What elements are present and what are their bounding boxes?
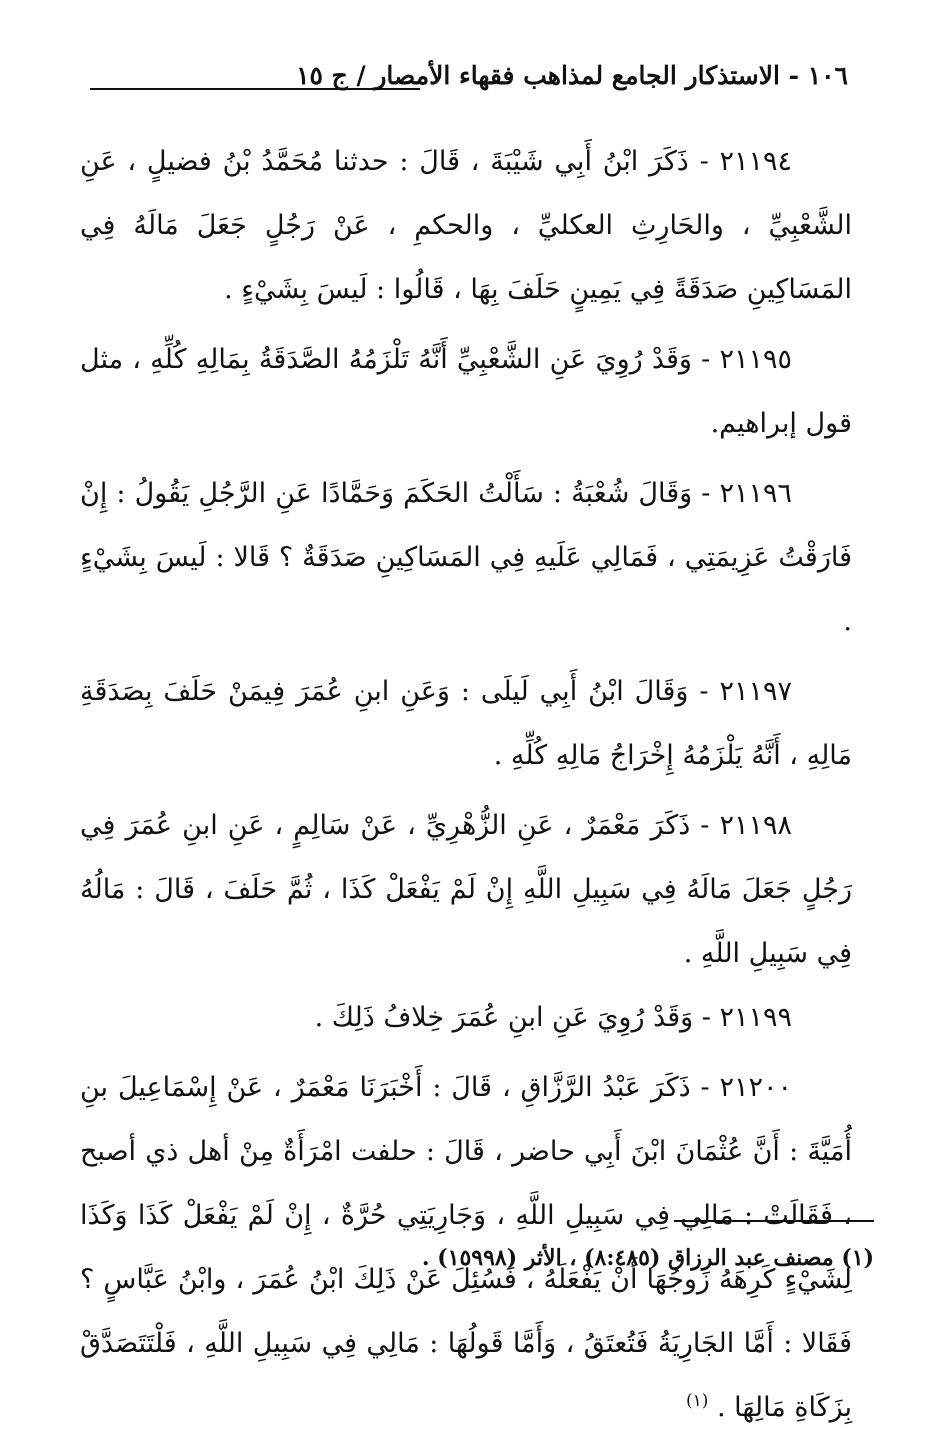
footnote-reference: (١) <box>686 1391 709 1411</box>
paragraph-21200-text: ٢١٢٠٠ - ذَكَرَ عَبْدُ الرَّزَّاقِ ، قَالَ : أَخْبَرَنَا مَعْمَرٌ ، عَنْ إِسْمَاعِيلَ بنِ أُمَيَّةَ : أَنَّ عُثْمَانَ ابْنَ أَبِي حاضر ، قَالَ : حلفت امْرَأَةٌ مِنْ أهل ذي أصبح ، فَقَالَتْ : مَالِي فِي سَبِيلِ اللَّهِ ، وَجَارِيَتِي حُرَّةٌ ، إِنْ لَمْ يَفْعَلْ كَذَا وَكَذَا لِشَيْءٍ كَرِهَهُ زَوجُهَا أَنْ يَفْعَلَهُ ، فَسُئِلَ عَنْ ذَلِكَ ابْنُ عُمَرَ ، وابْنُ عَبَّاسٍ ؟ فَقَالا : أَمَّا الجَارِيَةُ فَتُعتَقُ ، وَأَمَّا قَولُهَا : مَالِي فِي سَبِيلِ اللَّهِ ، فَلْتَتَصَدَّقْ بِزَكَاةِ مَالِهَا . <box>80 1072 852 1423</box>
footnote: (١) مصنف عبد الرزاق (٨:٤٨٥) ، الأثر (١٥٩٩٨) . <box>421 1245 874 1271</box>
paragraph-21196: ٢١١٩٦ - وَقَالَ شُعْبَةُ : سَأَلْتُ الحَكَمَ وَحَمَّادًا عَنِ الرَّجُلِ يَقُولُ : إِنْ فَارَقْتُ عَزِيمَتِي ، فَمَالِي عَلَيهِ فِي المَسَاكِينِ صَدَقَةٌ ؟ قَالا : لَيسَ بِشَيْءٍ . <box>80 478 852 637</box>
paragraph-21197: ٢١١٩٧ - وَقَالَ ابْنُ أَبِي لَيلَى : وَعَنِ ابنِ عُمَرَ فِيمَنْ حَلَفَ بِصَدَقَةِ مَالِهِ ، أَنَّهُ يَلْزَمُهُ إِخْرَاجُ مَالِهِ كُلِّهِ . <box>80 676 852 771</box>
paragraph-21195: ٢١١٩٥ - وَقَدْ رُوِيَ عَنِ الشَّعْبِيِّ أَنَّهُ تَلْزَمُهُ الصَّدَقَةُ بِمَالِهِ كُلِّهِ ، مثل قول إبراهيم. <box>80 344 852 439</box>
paragraph-21199: ٢١١٩٩ - وَقَدْ رُوِيَ عَنِ ابنِ عُمَرَ خِلافُ ذَلِكَ . <box>314 1002 792 1033</box>
paragraph-21194: ٢١١٩٤ - ذَكَرَ ابْنُ أَبِي شَيْبَةَ ، قَالَ : حدثنا مُحَمَّدُ بْنُ فضيلٍ ، عَنِ الشَّعْبِيِّ ، والحَارِثِ العكليِّ ، والحكمِ ، عَنْ رَجُلٍ جَعَلَ مَالَهُ فِي المَسَاكِينِ صَدَقَةً فِي يَمِينٍ حَلَفَ بِهَا ، قَالُوا : لَيسَ بِشَيْءٍ . <box>80 146 852 305</box>
running-head: ١٠٦ - الاستذكار الجامع لمذاهب فقهاء الأمصار / ج ١٥ <box>296 61 848 90</box>
footnote-rule <box>674 1220 874 1222</box>
paragraph-21198: ٢١١٩٨ - ذَكَرَ مَعْمَرٌ ، عَنِ الزُّهْرِيِّ ، عَنْ سَالِمٍ ، عَنِ ابنِ عُمَرَ فِي رَجُلٍ جَعَلَ مَالَهُ فِي سَبِيلِ اللَّهِ إِنْ لَمْ يَفْعَلْ كَذَا ، ثُمَّ حَلَفَ ، قَالَ : مَالُهُ فِي سَبِيلِ اللَّهِ . <box>80 810 852 969</box>
header-rule <box>90 88 420 90</box>
